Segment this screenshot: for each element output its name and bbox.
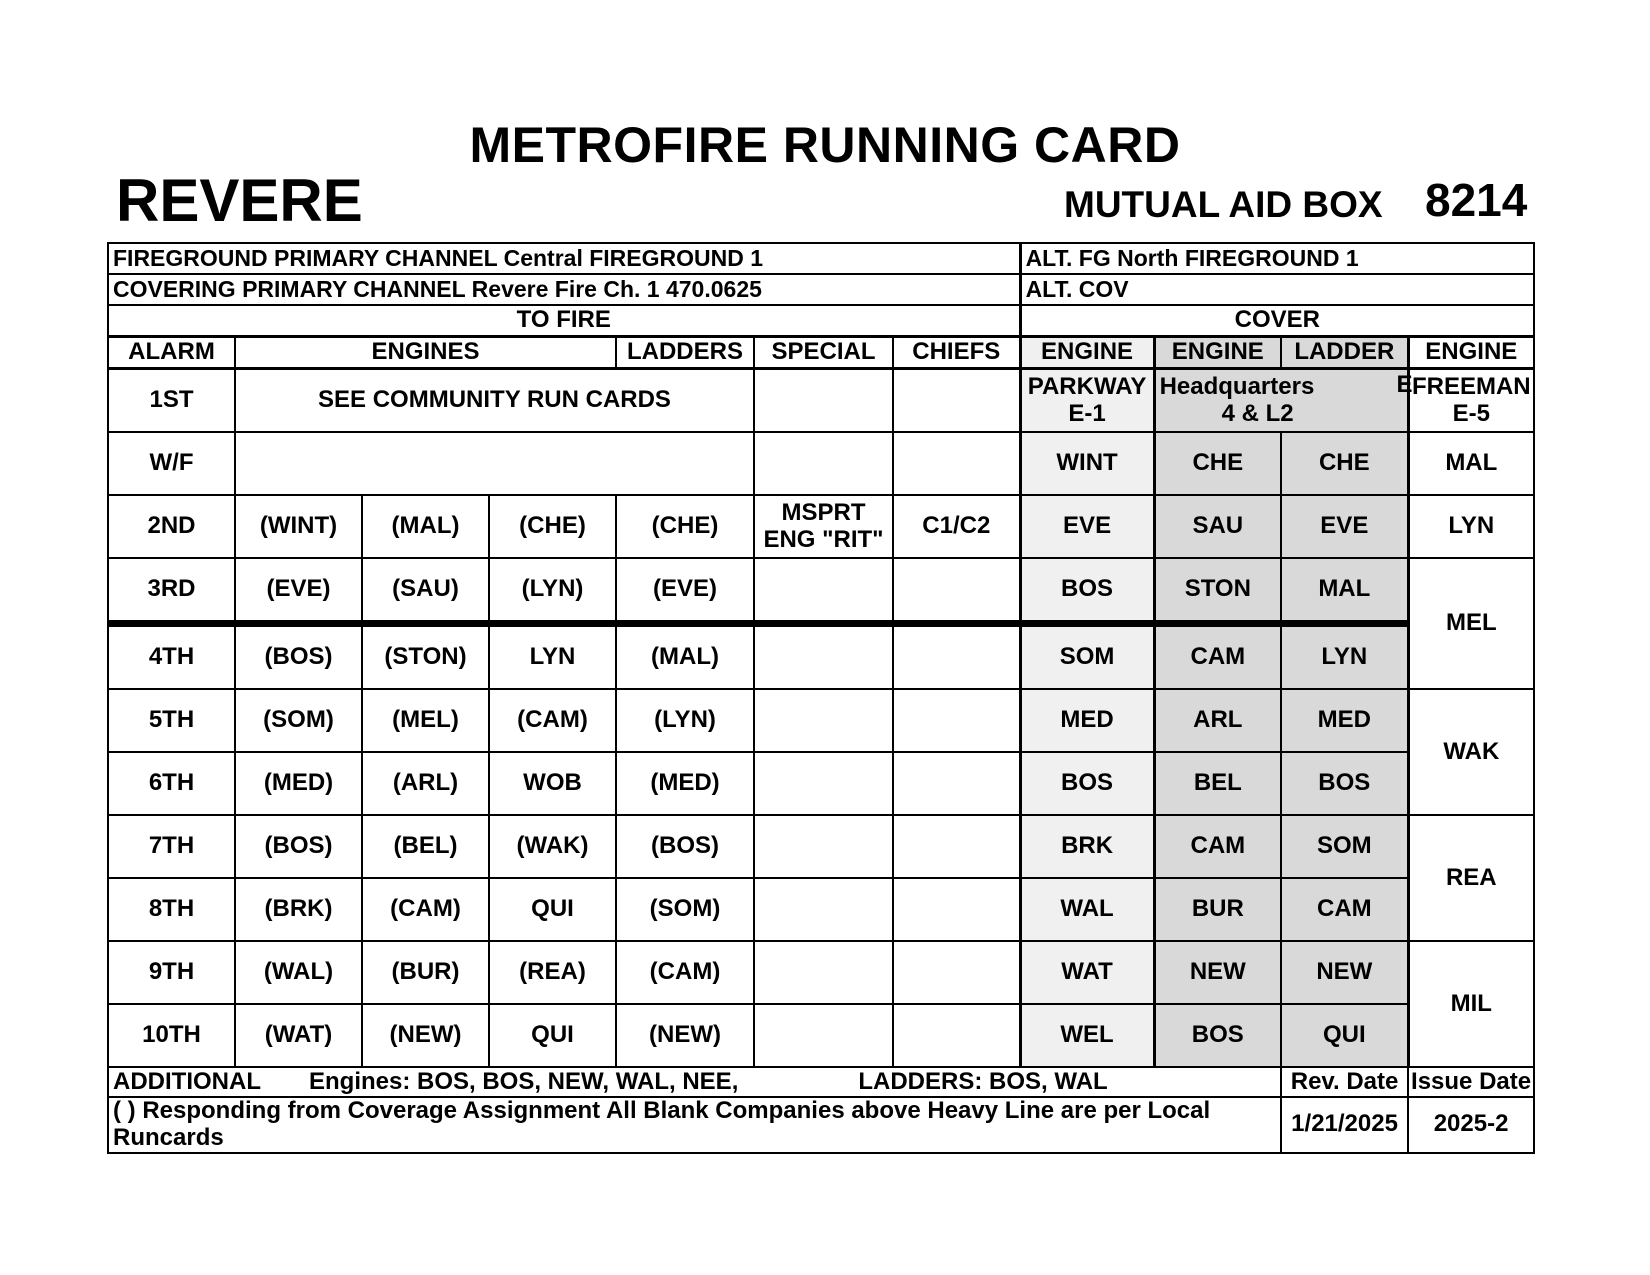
- engine-cell: (WAL): [235, 941, 362, 1004]
- cover-ladder-cell: MED: [1281, 689, 1408, 752]
- cover-engine-1-cell: WAT: [1020, 941, 1154, 1004]
- alarm-cell: 2ND: [108, 495, 235, 558]
- box-label: MUTUAL AID BOX: [1064, 184, 1383, 225]
- cover-ladder-cell: CAM: [1281, 878, 1408, 941]
- cover-engine-1-cell: BOS: [1020, 752, 1154, 815]
- parkway-name: PARKWAY: [1027, 372, 1147, 400]
- fireground-channel: FIREGROUND PRIMARY CHANNEL Central FIREGROUND 1: [108, 243, 1020, 274]
- special-cell: [754, 558, 893, 624]
- cover-engine-2-cell: CHE: [1154, 432, 1281, 495]
- wf-engines-cell: [235, 432, 754, 495]
- engine-cell: WOB: [489, 752, 616, 815]
- cover-engine-1-cell: MED: [1020, 689, 1154, 752]
- cover-engine-1-cell: EVE: [1020, 495, 1154, 558]
- alarm-cell: 6TH: [108, 752, 235, 815]
- special-header: SPECIAL: [754, 337, 893, 369]
- ladders-header: LADDERS: [616, 337, 754, 369]
- cover-header: COVER: [1020, 305, 1534, 337]
- ladder-cell: (SOM): [616, 878, 754, 941]
- chiefs-cell: [893, 558, 1020, 624]
- chiefs-header: CHIEFS: [893, 337, 1020, 369]
- cover-engine-2-cell: CAM: [1154, 815, 1281, 878]
- alt-covering-channel: ALT. COV: [1020, 274, 1534, 305]
- special-line-1: MSPRT: [781, 498, 866, 526]
- special-cell: [754, 689, 893, 752]
- engine-cell: (SOM): [235, 689, 362, 752]
- cover-engine-2-cell: SAU: [1154, 495, 1281, 558]
- ladder-cell: (CAM): [616, 941, 754, 1004]
- engine-cell: (MED): [235, 752, 362, 815]
- ladder-cell: (BOS): [616, 815, 754, 878]
- special-cell: [754, 752, 893, 815]
- headquarters-units: 4 & L2: [1221, 399, 1294, 427]
- cover-engine-2-cell: STON: [1154, 558, 1281, 624]
- rev-date-label: Rev. Date: [1281, 1067, 1408, 1097]
- chiefs-cell: [893, 941, 1020, 1004]
- alarm-cell: W/F: [108, 432, 235, 495]
- engine-cell: (CAM): [489, 689, 616, 752]
- cover-ladder-cell: NEW: [1281, 941, 1408, 1004]
- cover-station-freeman: [1408, 369, 1534, 433]
- engine-cell: (BUR): [362, 941, 489, 1004]
- rev-date-value: 1/21/2025: [1281, 1097, 1408, 1153]
- ladder-cell: (CHE): [616, 495, 754, 558]
- cover-engine-2-cell: BUR: [1154, 878, 1281, 941]
- special-cell: [754, 369, 893, 433]
- alarm-cell: 4TH: [108, 624, 235, 690]
- cover-ladder-cell: BOS: [1281, 752, 1408, 815]
- cover-ladder-cell: EVE: [1281, 495, 1408, 558]
- cover-engine-2-cell: ARL: [1154, 689, 1281, 752]
- cover-engine-1-cell: BRK: [1020, 815, 1154, 878]
- engine-cell: (BOS): [235, 624, 362, 690]
- chiefs-cell: [893, 878, 1020, 941]
- additional-engines: Engines: BOS, BOS, NEW, WAL, NEE,: [308, 1067, 739, 1095]
- card-title: METROFIRE RUNNING CARD: [469, 117, 1181, 173]
- engine-cell: (WAK): [489, 815, 616, 878]
- engine-cell: (NEW): [362, 1004, 489, 1067]
- special-line-2: ENG "RIT": [763, 525, 884, 553]
- engine-cell: (MEL): [362, 689, 489, 752]
- alarm-cell: 1ST: [108, 369, 235, 433]
- ladder-cell: (NEW): [616, 1004, 754, 1067]
- engine-cell: QUI: [489, 878, 616, 941]
- alarm-cell: 9TH: [108, 941, 235, 1004]
- cover-ladder-cell: MAL: [1281, 558, 1408, 624]
- cover-station-headquarters: [1154, 369, 1413, 433]
- special-cell: [754, 941, 893, 1004]
- chiefs-cell: [893, 369, 1020, 433]
- cover-engine-header-3: ENGINE: [1408, 337, 1534, 369]
- additional-row: [108, 1067, 1281, 1097]
- cover-engine-header-2: ENGINE: [1154, 337, 1281, 369]
- cover-engine-3-merged: MIL: [1408, 941, 1534, 1067]
- running-card-table: [107, 242, 1535, 1154]
- headquarters-e: E: [1396, 371, 1413, 398]
- cover-station-parkway: [1020, 369, 1154, 433]
- ladder-cell: (MAL): [616, 624, 754, 690]
- cover-engine-1-cell: WINT: [1020, 432, 1154, 495]
- engine-cell: (BOS): [235, 815, 362, 878]
- to-fire-header: TO FIRE: [108, 305, 1020, 337]
- cover-ladder-cell: CHE: [1281, 432, 1408, 495]
- special-cell: [754, 624, 893, 690]
- cover-engine-2-cell: BEL: [1154, 752, 1281, 815]
- alarm-cell: 5TH: [108, 689, 235, 752]
- ladder-cell: (EVE): [616, 558, 754, 624]
- covering-channel: COVERING PRIMARY CHANNEL Revere Fire Ch. 1 470.0625: [108, 274, 1020, 305]
- engine-cell: (WINT): [235, 495, 362, 558]
- alarm-cell: 10TH: [108, 1004, 235, 1067]
- engine-cell: (ARL): [362, 752, 489, 815]
- special-cell: [754, 432, 893, 495]
- engine-cell: (CAM): [362, 878, 489, 941]
- city-name: REVERE: [116, 167, 363, 234]
- engine-cell: (REA): [489, 941, 616, 1004]
- special-cell: [754, 815, 893, 878]
- cover-engine-1-cell: WAL: [1020, 878, 1154, 941]
- issue-date-label: Issue Date: [1408, 1067, 1534, 1097]
- engine-cell: (BRK): [235, 878, 362, 941]
- freeman-name: FREEMAN: [1411, 372, 1531, 400]
- engine-cell: (MAL): [362, 495, 489, 558]
- alarm-cell: 3RD: [108, 558, 235, 624]
- cover-engine-2-cell: NEW: [1154, 941, 1281, 1004]
- cover-engine-3-merged: MEL: [1408, 558, 1534, 689]
- special-cell: [754, 495, 893, 558]
- engine-cell: (LYN): [489, 558, 616, 624]
- cover-ladder-cell: QUI: [1281, 1004, 1408, 1067]
- legend-text: ( ) Responding from Coverage Assignment All Blank Companies above Heavy Line are per Local Runcards: [108, 1097, 1281, 1153]
- engine-cell: QUI: [489, 1004, 616, 1067]
- additional-ladders: LADDERS: BOS, WAL: [858, 1067, 1108, 1095]
- chiefs-cell: [893, 1004, 1020, 1067]
- special-cell: [754, 878, 893, 941]
- cover-ladder-header: LADDER: [1281, 337, 1408, 369]
- engine-cell: (STON): [362, 624, 489, 690]
- cover-engine-3-merged: WAK: [1408, 689, 1534, 815]
- freeman-unit: E-5: [1452, 399, 1490, 427]
- first-alarm-note: SEE COMMUNITY RUN CARDS: [235, 369, 754, 433]
- cover-engine-1-cell: BOS: [1020, 558, 1154, 624]
- cover-ladder-cell: SOM: [1281, 815, 1408, 878]
- alarm-cell: 8TH: [108, 878, 235, 941]
- engine-cell: (EVE): [235, 558, 362, 624]
- special-cell: [754, 1004, 893, 1067]
- engines-header: ENGINES: [235, 337, 616, 369]
- engine-cell: (SAU): [362, 558, 489, 624]
- ladder-cell: (LYN): [616, 689, 754, 752]
- cover-engine-3-cell: LYN: [1408, 495, 1534, 558]
- parkway-unit: E-1: [1068, 399, 1106, 427]
- chiefs-cell: [893, 689, 1020, 752]
- cover-engine-header-1: ENGINE: [1020, 337, 1154, 369]
- chiefs-cell: C1/C2: [893, 495, 1020, 558]
- cover-ladder-cell: LYN: [1281, 624, 1408, 690]
- cover-engine-2-cell: BOS: [1154, 1004, 1281, 1067]
- chiefs-cell: [893, 624, 1020, 690]
- alarm-header: ALARM: [108, 337, 235, 369]
- chiefs-cell: [893, 815, 1020, 878]
- cover-engine-1-cell: SOM: [1020, 624, 1154, 690]
- cover-engine-3-merged: REA: [1408, 815, 1534, 941]
- engine-cell: LYN: [489, 624, 616, 690]
- alarm-cell: 7TH: [108, 815, 235, 878]
- chiefs-cell: [893, 432, 1020, 495]
- headquarters-name: Headquarters: [1159, 372, 1315, 400]
- cover-engine-1-cell: WEL: [1020, 1004, 1154, 1067]
- cover-engine-2-cell: CAM: [1154, 624, 1281, 690]
- alt-fireground-channel: ALT. FG North FIREGROUND 1: [1020, 243, 1534, 274]
- additional-label: ADDITIONAL: [113, 1067, 261, 1095]
- engine-cell: (WAT): [235, 1004, 362, 1067]
- engine-cell: (BEL): [362, 815, 489, 878]
- chiefs-cell: [893, 752, 1020, 815]
- box-number: 8214: [1425, 174, 1528, 226]
- cover-engine-3-cell: MAL: [1408, 432, 1534, 495]
- issue-date-value: 2025-2: [1408, 1097, 1534, 1153]
- engine-cell: (CHE): [489, 495, 616, 558]
- ladder-cell: (MED): [616, 752, 754, 815]
